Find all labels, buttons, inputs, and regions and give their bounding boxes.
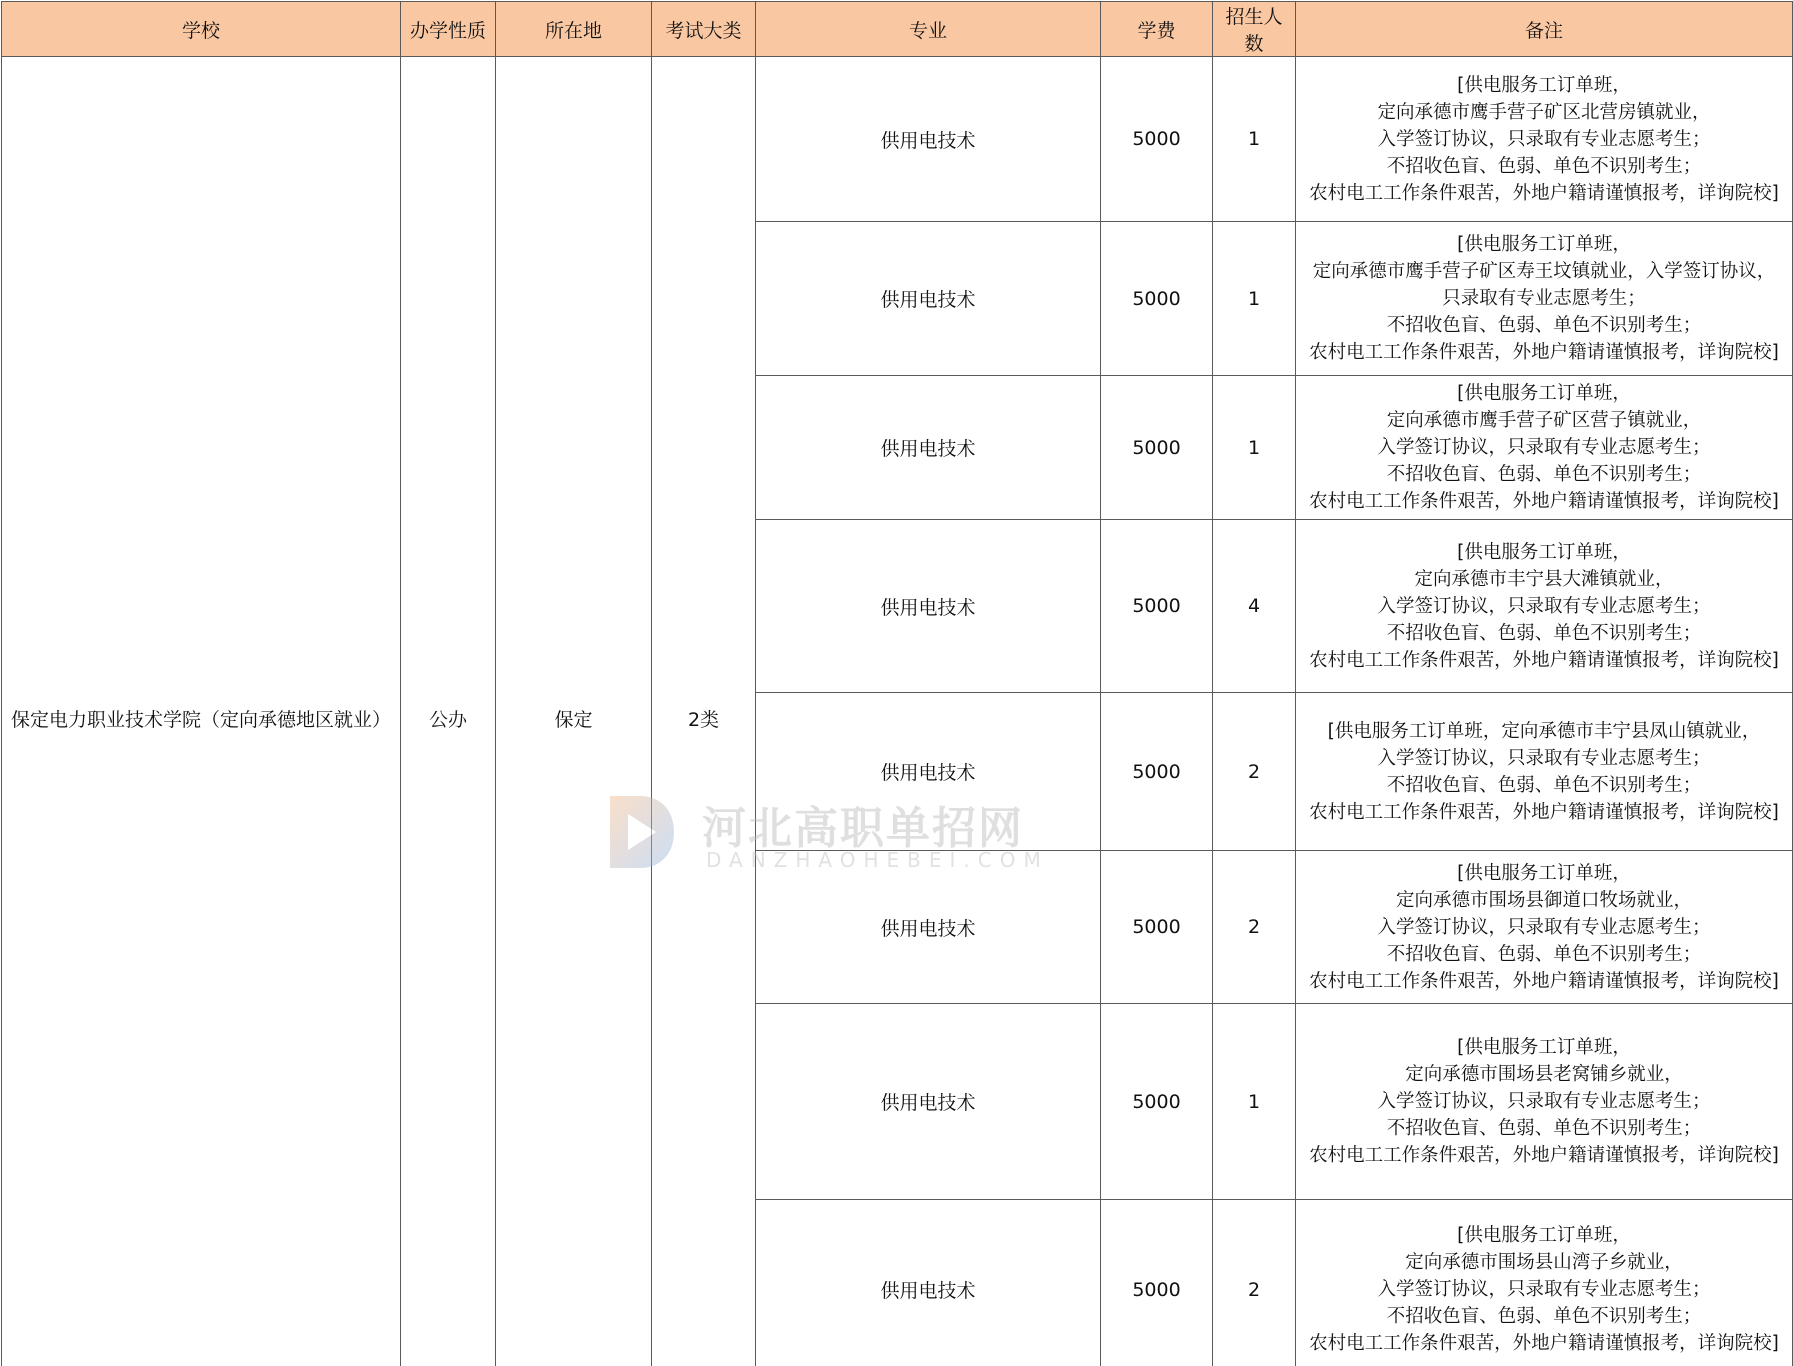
tuition-cell: 5000 [1101, 1004, 1213, 1200]
school-location-cell: 保定 [496, 57, 652, 1366]
remark-cell: [供电服务工订单班， 定向承德市围场县山湾子乡就业， 入学签订协议，只录取有专业志愿考生； 不招收色盲、色弱、单色不识别考生； 农村电工工作条件艰苦，外地户籍请谨慎报考，详询院校] [1296, 1200, 1793, 1366]
tuition-cell: 5000 [1101, 693, 1213, 851]
remark-cell: [供电服务工订单班， 定向承德市鹰手营子矿区寿王坟镇就业，入学签订协议， 只录取有专业志愿考生； 不招收色盲、色弱、单色不识别考生； 农村电工工作条件艰苦，外地户籍请谨慎报考，详询院校] [1296, 222, 1793, 376]
enrollment-table [1, 1, 1793, 1366]
major-cell: 供用电技术 [756, 520, 1101, 693]
watermark-subtitle: DANZHAOHEBEI.COM [706, 848, 1049, 872]
school-nature-cell: 公办 [401, 57, 496, 1366]
tuition-cell: 5000 [1101, 222, 1213, 376]
quota-cell: 2 [1213, 851, 1296, 1004]
header-nature: 办学性质 [401, 2, 496, 57]
quota-cell: 4 [1213, 520, 1296, 693]
quota-cell: 2 [1213, 1200, 1296, 1366]
tuition-cell: 5000 [1101, 851, 1213, 1004]
tuition-cell: 5000 [1101, 520, 1213, 693]
remark-cell: [供电服务工订单班，定向承德市丰宁县凤山镇就业， 入学签订协议，只录取有专业志愿考生； 不招收色盲、色弱、单色不识别考生； 农村电工工作条件艰苦，外地户籍请谨慎报考，详询院校] [1296, 693, 1793, 851]
watermark-title: 河北高职单招网 [702, 803, 1024, 854]
header-tuition: 学费 [1101, 2, 1213, 57]
exam-category-cell: 2类 [652, 57, 756, 1366]
remark-cell: [供电服务工订单班， 定向承德市围场县御道口牧场就业， 入学签订协议，只录取有专业志愿考生； 不招收色盲、色弱、单色不识别考生； 农村电工工作条件艰苦，外地户籍请谨慎报考，详询院校] [1296, 851, 1793, 1004]
quota-cell: 1 [1213, 222, 1296, 376]
major-cell: 供用电技术 [756, 222, 1101, 376]
major-cell: 供用电技术 [756, 1004, 1101, 1200]
header-major: 专业 [756, 2, 1101, 57]
header-location: 所在地 [496, 2, 652, 57]
header-school: 学校 [2, 2, 401, 57]
major-cell: 供用电技术 [756, 851, 1101, 1004]
remark-cell: [供电服务工订单班， 定向承德市丰宁县大滩镇就业， 入学签订协议，只录取有专业志愿考生； 不招收色盲、色弱、单色不识别考生； 农村电工工作条件艰苦，外地户籍请谨慎报考，详询院校] [1296, 520, 1793, 693]
tuition-cell: 5000 [1101, 57, 1213, 222]
remark-cell: [供电服务工订单班， 定向承德市鹰手营子矿区营子镇就业， 入学签订协议，只录取有专业志愿考生； 不招收色盲、色弱、单色不识别考生； 农村电工工作条件艰苦，外地户籍请谨慎报考，详询院校] [1296, 376, 1793, 520]
quota-cell: 1 [1213, 57, 1296, 222]
tuition-cell: 5000 [1101, 1200, 1213, 1366]
school-name-cell: 保定电力职业技术学院（定向承德地区就业） [2, 57, 401, 1366]
major-cell: 供用电技术 [756, 57, 1101, 222]
major-cell: 供用电技术 [756, 693, 1101, 851]
quota-cell: 1 [1213, 376, 1296, 520]
header-remarks: 备注 [1296, 2, 1793, 57]
major-cell: 供用电技术 [756, 376, 1101, 520]
table-header-row [2, 2, 1793, 57]
quota-cell: 2 [1213, 693, 1296, 851]
major-cell: 供用电技术 [756, 1200, 1101, 1366]
tuition-cell: 5000 [1101, 376, 1213, 520]
remark-cell: [供电服务工订单班， 定向承德市围场县老窝铺乡就业， 入学签订协议，只录取有专业志愿考生； 不招收色盲、色弱、单色不识别考生； 农村电工工作条件艰苦，外地户籍请谨慎报考，详询院校] [1296, 1004, 1793, 1200]
table-row [2, 57, 1793, 222]
header-exam-category: 考试大类 [652, 2, 756, 57]
quota-cell: 1 [1213, 1004, 1296, 1200]
header-quota: 招生人数 [1213, 2, 1296, 57]
remark-cell: [供电服务工订单班， 定向承德市鹰手营子矿区北营房镇就业， 入学签订协议，只录取有专业志愿考生； 不招收色盲、色弱、单色不识别考生； 农村电工工作条件艰苦，外地户籍请谨慎报考，详询院校] [1296, 57, 1793, 222]
